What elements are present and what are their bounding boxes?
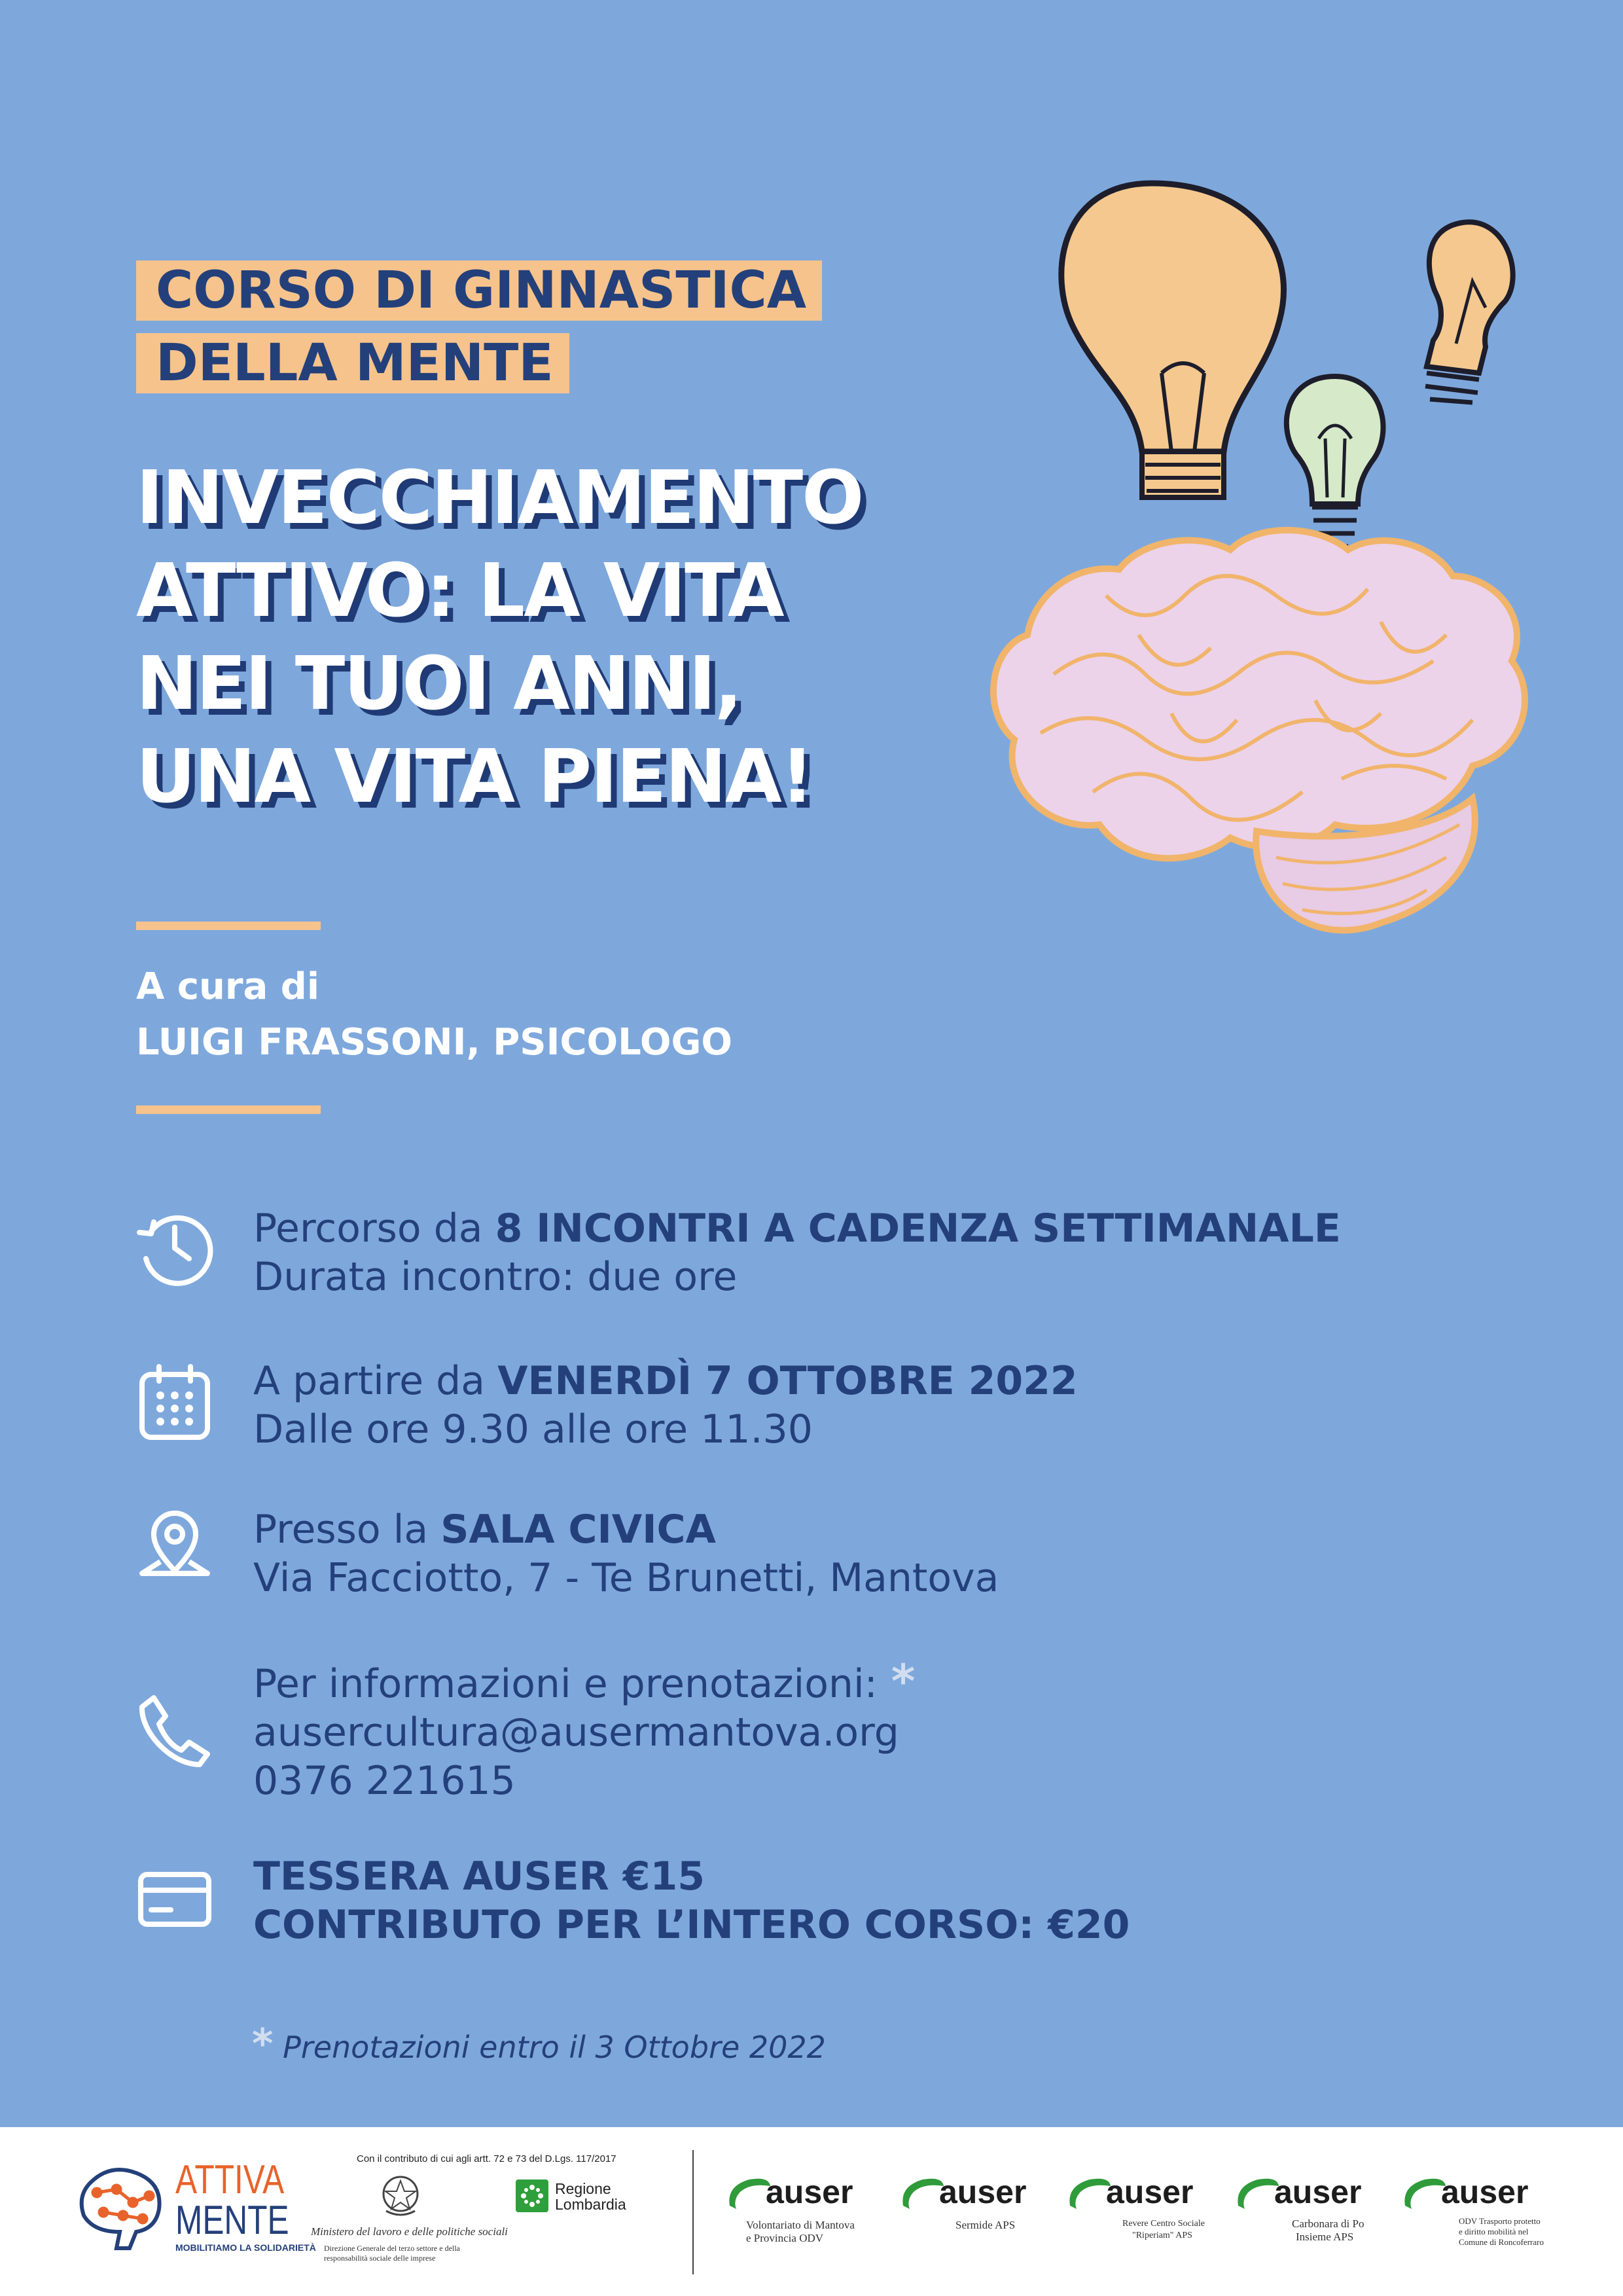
- mente-word: MENTE: [175, 2198, 289, 2243]
- ministry-label: Ministero del lavoro e delle politiche sociali: [311, 2225, 508, 2238]
- booking-note: [252, 2020, 826, 2068]
- auser-word-4: auser: [1274, 2174, 1362, 2210]
- brain-icon: [993, 530, 1525, 930]
- large-bulb-icon: [1061, 183, 1284, 497]
- auser-org-3-line-1: Revere Centro Sociale: [1122, 2219, 1205, 2229]
- curator-name: LUIGI FRASSONI, PSICOLOGO: [136, 1021, 733, 1064]
- auser-org-5-line-1: ODV Trasporto protetto: [1459, 2216, 1541, 2226]
- auser-logos: [720, 2127, 1597, 2296]
- course-tag-line-1: CORSO DI GINNASTICA: [136, 260, 822, 321]
- location-pin-icon: [134, 1505, 215, 1587]
- regione-lombardia-icon: [516, 2179, 548, 2212]
- ministry-sub: Direzione Generale del terzo settore e della responsabilità sociale delle imprese: [324, 2244, 460, 2263]
- auser-org-3-line-2: "Riperiam" APS: [1132, 2231, 1192, 2240]
- contact-phone[interactable]: 0376 221615: [253, 1758, 516, 1804]
- auser-org-2-line-1: Sermide APS: [955, 2219, 1016, 2231]
- course-tag-line-2: DELLA MENTE: [136, 333, 569, 393]
- schedule-duration: Durata incontro: due ore: [253, 1254, 738, 1300]
- auser-word-1: auser: [766, 2174, 853, 2210]
- footer-separator: [692, 2150, 694, 2274]
- schedule-highlight: 8 INCONTRI A CADENZA SETTIMANALE: [495, 1206, 1341, 1251]
- brain-lightbulbs-illustration: [975, 177, 1564, 1028]
- place-address: Via Facciotto, 7 - Te Brunetti, Mantova: [253, 1555, 999, 1601]
- schedule-info: [253, 1204, 1341, 1301]
- place-info: [253, 1505, 999, 1602]
- schedule-prefix: Percorso da: [253, 1206, 495, 1251]
- headline-line-3: NEI TUOI ANNI,: [136, 641, 741, 726]
- phone-icon: [134, 1689, 215, 1770]
- auser-word-3: auser: [1106, 2174, 1194, 2210]
- headline: [136, 452, 863, 823]
- contribution-text: Con il contributo di cui agli artt. 72 e 73 del D.Lgs. 117/2017: [357, 2153, 616, 2164]
- date-info: [253, 1357, 1078, 1454]
- calendar-icon: [134, 1361, 215, 1443]
- date-prefix: A partire da: [253, 1358, 498, 1404]
- divider-top: [136, 922, 321, 930]
- auser-org-4-line-2: Insieme APS: [1296, 2231, 1354, 2243]
- sponsor-footer: [0, 2127, 1623, 2296]
- auser-word-5: auser: [1441, 2174, 1529, 2210]
- attiva-mente-brain-icon: [71, 2157, 169, 2255]
- regione-line-1: Regione: [555, 2180, 611, 2197]
- italian-emblem-icon: [380, 2173, 421, 2219]
- fee-course: CONTRIBUTO PER L’INTERO CORSO: €20: [253, 1902, 1130, 1948]
- date-time: Dalle ore 9.30 alle ore 11.30: [253, 1407, 813, 1452]
- history-clock-icon: [134, 1206, 215, 1287]
- auser-org-5-line-3: Comune di Roncoferraro: [1459, 2237, 1544, 2247]
- auser-word-2: auser: [939, 2174, 1027, 2210]
- date-highlight: VENERDÌ 7 OTTOBRE 2022: [497, 1358, 1078, 1404]
- note-text: Prenotazioni entro il 3 Ottobre 2022: [283, 2030, 826, 2065]
- auser-org-1-line-2: e Provincia ODV: [746, 2232, 824, 2244]
- small-bulb-icon: [1425, 222, 1513, 403]
- place-highlight: SALA CIVICA: [440, 1507, 716, 1552]
- note-asterisk: *: [252, 2020, 274, 2068]
- fee-info: [253, 1852, 1130, 1949]
- contact-email[interactable]: ausercultura@ausermantova.org: [253, 1710, 899, 1755]
- credit-card-icon: [134, 1859, 215, 1940]
- attiva-mente-logo: [175, 2157, 317, 2254]
- attiva-word: ATTIVA: [175, 2157, 285, 2202]
- divider-bottom: [136, 1105, 321, 1114]
- auser-org-5-line-2: e diritto mobilità nel: [1459, 2227, 1529, 2236]
- auser-org-4-line-1: Carbonara di Po: [1292, 2217, 1364, 2230]
- regione-lombardia-label: [555, 2181, 626, 2212]
- attiva-tagline: MOBILITIAMO LA SOLIDARIETÀ: [175, 2242, 316, 2253]
- place-prefix: Presso la: [253, 1507, 441, 1552]
- curator-label: A cura di: [136, 965, 320, 1008]
- headline-line-1: INVECCHIAMENTO: [136, 456, 863, 541]
- headline-line-4: UNA VITA PIENA!: [136, 734, 813, 819]
- contact-asterisk: *: [891, 1655, 916, 1708]
- green-bulb-icon: [1287, 376, 1383, 547]
- fee-membership: TESSERA AUSER €15: [253, 1854, 705, 1899]
- contact-info: [253, 1657, 915, 1805]
- contact-label: Per informazioni e prenotazioni:: [253, 1661, 878, 1707]
- regione-line-2: Lombardia: [555, 2196, 626, 2213]
- headline-line-2: ATTIVO: LA VITA: [136, 548, 783, 634]
- auser-org-1-line-1: Volontariato di Mantova: [746, 2219, 855, 2231]
